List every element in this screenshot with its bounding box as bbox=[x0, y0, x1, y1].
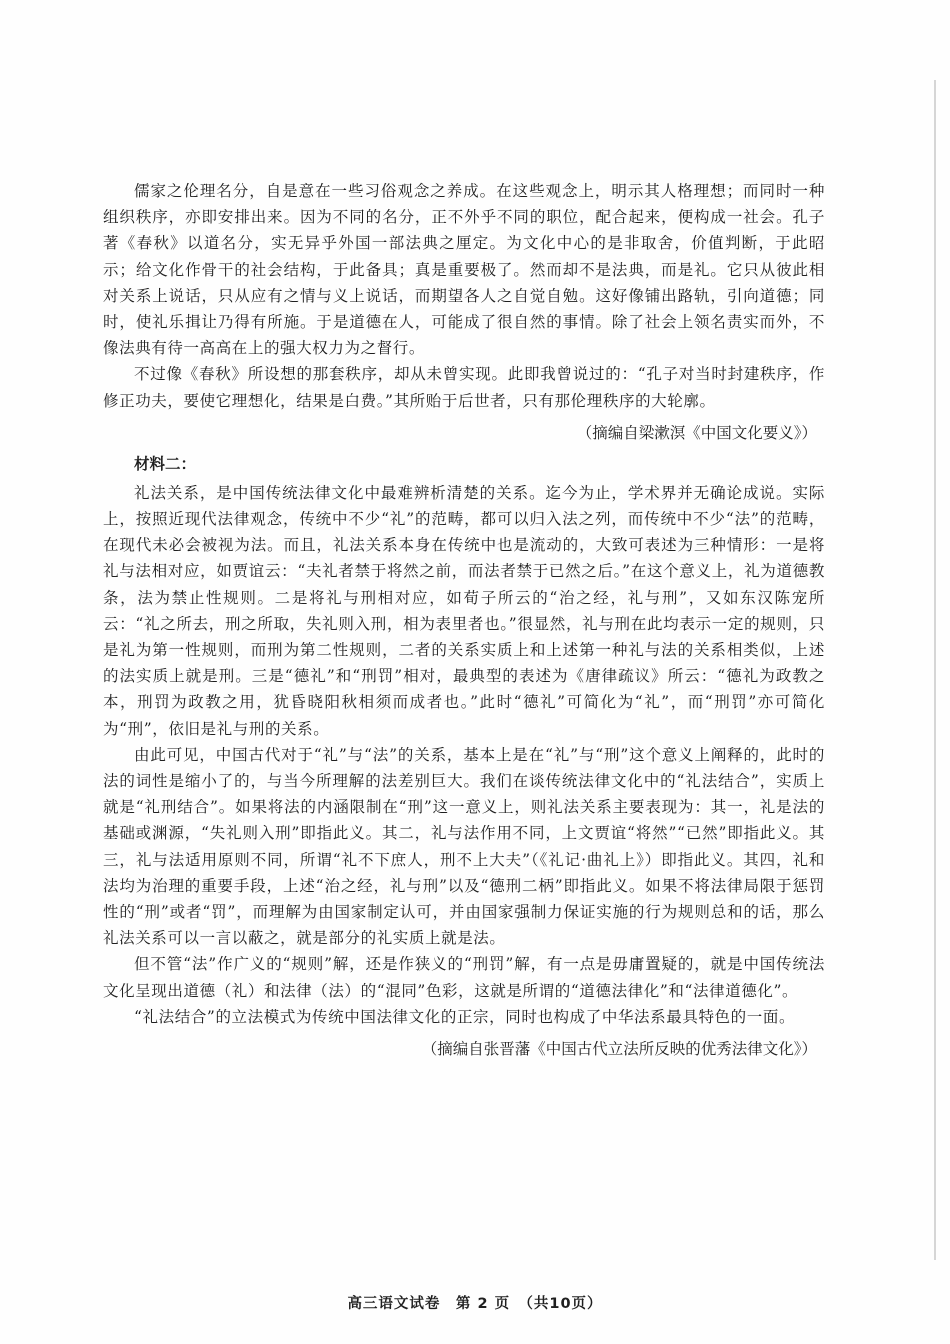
material-two-paragraph-1: 礼法关系，是中国传统法律文化中最难辨析清楚的关系。迄今为止，学术界并无确论成说。实际上，按照近现代法律观念，传统中不少“礼”的范畴，都可以归入法之列，而传统中不少“法”的范畴，在现代未必会被视为法。而且，礼法关系本身在传统中也是流动的，大致可表述为三种情形：一是将礼与法相对应，如贾谊云：“夫礼者禁于将然之前，而法者禁于已然之后。”在这个意义上，礼为道德教条，法为禁止性规则。二是将礼与刑相对应，如荀子所云的“治之经，礼与刑”，又如东汉陈宠所云：“礼之所去，刑之所取，失礼则入刑，相为表里者也。”很显然，礼与刑在此均表示一定的规则，只是礼为第一性规则，而刑为第二性规则，二者的关系实质上和上述第一种礼与法的关系相类似，上述的法实质上就是刑。三是“德礼”和“刑罚”相对，最典型的表述为《唐律疏议》所云：“德礼为政教之本，刑罚为政教之用，犹昏晓阳秋相须而成者也。”此时“德礼”可简化为“礼”，而“刑罚”亦可简化为“刑”，依旧是礼与刑的关系。 bbox=[103, 483, 825, 738]
material-one-paragraph-2: 不过像《春秋》所设想的那套秩序，却从未曾实现。此即我曾说过的：“孔子对当时封建秩序，作修正功夫，要使它理想化，结果是白费。”其所贻于后世者，只有那伦理秩序的大轮廓。 bbox=[103, 365, 825, 410]
page-content bbox=[103, 178, 825, 1068]
page-footer: 高三语文试卷 第 2 页 （共10页） bbox=[347, 1296, 603, 1312]
material-two-paragraph-4: “礼法结合”的立法模式为传统中国法律文化的正宗，同时也构成了中华法系最具特色的一面。 bbox=[134, 1007, 796, 1026]
material-one-paragraph-1: 儒家之伦理名分，自是意在一些习俗观念之养成。在这些观念上，明示其人格理想；而同时一种组织秩序，亦即安排出来。因为不同的名分，正不外乎不同的职位，配合起来，便构成一社会。孔子著《春秋》以道名分，实无异乎外国一部法典之厘定。为文化中心的是非取舍，价值判断，于此昭示；给文化作骨干的社会结构，于此备具；真是重要极了。然而却不是法典，而是礼。它只从彼此相对关系上说话，只从应有之情与义上说话，而期望各人之自觉自勉。这好像铺出路轨，引向道德；同时，使礼乐揖让乃得有所施。于是道德在人，可能成了很自然的事情。除了社会上领名责实而外，不像法典有待一高高在上的强大权力为之督行。 bbox=[103, 182, 825, 358]
material-two-paragraph-3: 但不管“法”作广义的“规则”解，还是作狭义的“刑罚”解，有一点是毋庸置疑的，就是中国传统法文化呈现出道德（礼）和法律（法）的“混同”色彩，这就是所谓的“道德法律化”和“法律道德化”。 bbox=[103, 955, 825, 1000]
material-two-heading: 材料二： bbox=[134, 454, 197, 473]
material-two-paragraph-2: 由此可见，中国古代对于“礼”与“法”的关系，基本上是在“礼”与“刑”这个意义上阐释的，此时的法的词性是缩小了的，与当今所理解的法差别巨大。我们在谈传统法律文化中的“礼法结合”，实质上就是“礼刑结合”。如果将法的内涵限制在“刑”这一意义上，则礼法关系主要表现为：其一，礼是法的基础或渊源，“失礼则入刑”即指此义。其二，礼与法作用不同，上文贾谊“将然”“已然”即指此义。其三，礼与法适用原则不同，所谓“礼不下庶人，刑不上大夫”（《礼记·曲礼上》）即指此义。其四，礼和法均为治理的重要手段，上述“治之经，礼与刑”以及“德刑二柄”即指此义。如果不将法律局限于惩罚性的“刑”或者“罚”，而理解为由国家制定认可，并由国家强制力保证实施的行为规则总和的话，那么礼法关系可以一言以蔽之，就是部分的礼实质上就是法。 bbox=[103, 745, 825, 948]
material-two-citation: （摘编自张晋藩《中国古代立法所反映的优秀法律文化》） bbox=[421, 1040, 817, 1059]
material-one-citation: （摘编自梁漱溟《中国文化要义》） bbox=[576, 423, 817, 442]
scan-edge-line bbox=[934, 80, 936, 1260]
